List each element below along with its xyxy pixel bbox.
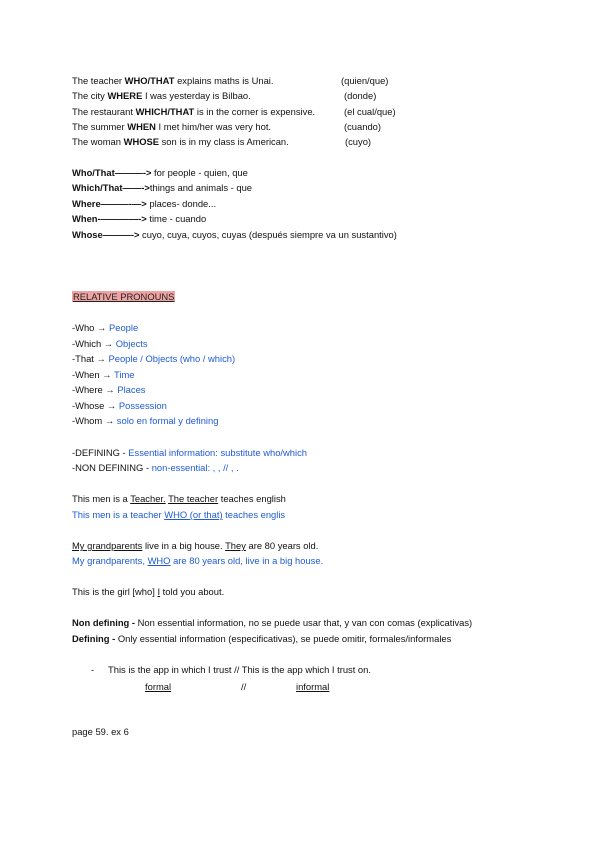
defining-line: -DEFINING - Essential information: substitute who/which (72, 447, 307, 458)
app-example-line: This is the app in which I trust // This is the app which I trust on. (108, 664, 371, 675)
example-translation: (el cual/que) (344, 106, 396, 117)
grandparents-example-line: My grandparents live in a big house. They are 80 years old. (72, 540, 319, 551)
arrow-definition: Who/That———-> for people - quien, que (72, 167, 248, 178)
pronoun-item: -Who → People (72, 322, 139, 333)
list-bullet: - (91, 664, 95, 675)
pronoun-item: -Where → Places (72, 384, 146, 395)
girl-example-line: This is the girl [who] I told you about. (72, 586, 225, 597)
pronoun-item: -That → People / Objects (who / which) (72, 353, 236, 364)
example-translation: (cuyo) (345, 136, 372, 147)
non-defining-note: Non defining - Non essential information, no se puede usar that, y van con comas (explicativas) (72, 617, 473, 628)
page-reference: page 59. ex 6 (72, 726, 129, 737)
formal-label: formal (145, 681, 172, 692)
defining-note: Defining - Only essential information (especificativas), se puede omitir, formales/informales (72, 633, 452, 644)
informal-label: informal (296, 681, 330, 692)
section-heading: RELATIVE PRONOUNS (73, 291, 175, 302)
example-line: The teacher WHO/THAT explains maths is Unai. (72, 75, 274, 86)
pronoun-item: -Whose → Possession (72, 400, 167, 411)
example-translation: (cuando) (344, 121, 382, 132)
teacher-example-line: This men is a Teacher. The teacher teaches english (72, 493, 286, 504)
arrow-definition: Which/That——->things and animals - que (72, 182, 253, 193)
example-line: The woman WHOSE son is in my class is American. (72, 136, 289, 147)
example-line: The summer WHEN I met him/her was very hot. (72, 121, 272, 132)
example-line: The city WHERE I was yesterday is Bilbao. (72, 90, 251, 101)
teacher-example-relative: This men is a teacher WHO (or that) teaches englis (72, 509, 286, 520)
example-line: The restaurant WHICH/THAT is in the corner is expensive. (72, 106, 316, 117)
arrow-definition: Whose———-> cuyo, cuya, cuyos, cuyas (después siempre va un sustantivo) (72, 229, 397, 240)
example-translation: (donde) (344, 90, 377, 101)
arrow-definition: When-————-> time - cuando (72, 213, 207, 224)
pronoun-item: -Whom → solo en formal y defining (72, 415, 219, 426)
pronoun-item: -Which → Objects (72, 338, 148, 349)
arrow-definition: Where———-—> places- donde... (72, 198, 217, 209)
grandparents-example-relative: My grandparents, WHO are 80 years old, live in a big house. (72, 555, 324, 566)
example-translation: (quien/que) (341, 75, 389, 86)
separator-label: // (241, 681, 247, 692)
non-defining-line: -NON DEFINING - non-essential: , , // , . (72, 462, 239, 473)
pronoun-item: -When → Time (72, 369, 135, 380)
